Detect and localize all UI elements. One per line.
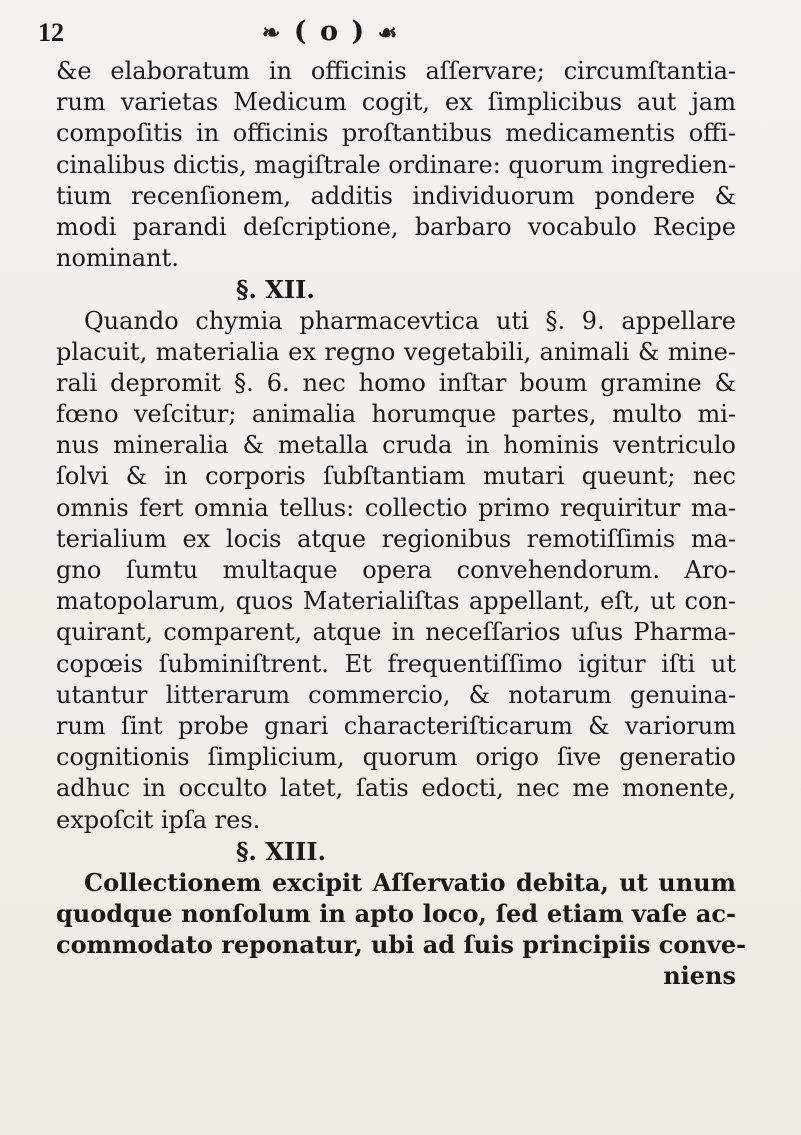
text-line: cognitionis ſimplicium, quorum origo ſive generatio	[56, 743, 736, 772]
page-number: 12	[38, 18, 64, 47]
text-line: ſolvi & in corporis ſubſtantiam mutari queunt; nec	[56, 462, 736, 491]
text-line: omnis fert omnia tellus: collectio primo requiritur ma-	[56, 493, 736, 522]
text-line: Quando chymia pharmacevtica uti §. 9. appellare	[84, 306, 736, 335]
text-line: quirant, comparent, atque in neceſſarios uſus Pharma-	[56, 618, 736, 647]
text-line: nominant.	[56, 244, 179, 273]
text-line: copœis ſubminiſtrent. Et frequentiſſimo igitur iſti ut	[56, 649, 736, 678]
body-text	[56, 56, 747, 992]
text-line: commodato reponatur, ubi ad ſuis principiis conve-	[56, 930, 747, 960]
catchword: niens	[663, 961, 736, 991]
text-line: Collectionem excipit Aſſervatio debita, ut unum	[84, 867, 736, 897]
section-heading-xii: §. XII.	[236, 275, 315, 305]
section-heading-xiii: §. XIII.	[236, 836, 326, 866]
text-line: nus mineralia & metalla cruda in hominis ventriculo	[56, 431, 736, 460]
text-line: compoſitis in officinis proſtantibus medicamentis offi-	[56, 119, 736, 148]
text-line: expoſcit ipſa res.	[56, 805, 261, 834]
text-line: tium recenſionem, additis individuorum pondere &	[56, 181, 736, 210]
running-head	[262, 16, 399, 47]
text-line: matopolarum, quos Materialiſtas appellant, eſt, ut con-	[56, 587, 736, 616]
text-line: rum varietas Medicum cogit, ex ſimplicibus aut jam	[56, 88, 736, 117]
page-header	[30, 8, 770, 47]
text-line: gno ſumtu multaque opera convehendorum. Aro-	[56, 556, 736, 584]
right-ornament-icon: ☙	[377, 19, 400, 46]
text-line: rali depromit §. 6. nec homo inſtar boum gramine &	[56, 368, 736, 397]
text-line: quodque nonſolum in apto loco, ſed etiam vaſe ac-	[56, 899, 736, 929]
text-line: modi parandi deſcriptione, barbaro vocabulo Recipe	[56, 212, 736, 241]
text-line: &e elaboratum in officinis aſſervare; circumſtantia-	[56, 57, 736, 85]
text-line: rum ſint probe gnari characteriſticarum & variorum	[56, 711, 736, 740]
center-mark: ( o )	[293, 16, 367, 47]
left-ornament-icon: ❧	[262, 19, 283, 46]
text-line: terialium ex locis atque regionibus remotiſſimis ma-	[56, 524, 736, 553]
text-line: fœno veſcitur; animalia horumque partes, multo mi-	[56, 400, 736, 429]
text-line: adhuc in occulto latet, ſatis edocti, nec me monente,	[56, 774, 736, 803]
text-line: placuit, materialia ex regno vegetabili, animali & mine-	[56, 337, 736, 366]
text-line: utantur litterarum commercio, & notarum genuina-	[56, 680, 736, 709]
text-line: cinalibus dictis, magiſtrale ordinare: quorum ingredien-	[56, 150, 736, 179]
